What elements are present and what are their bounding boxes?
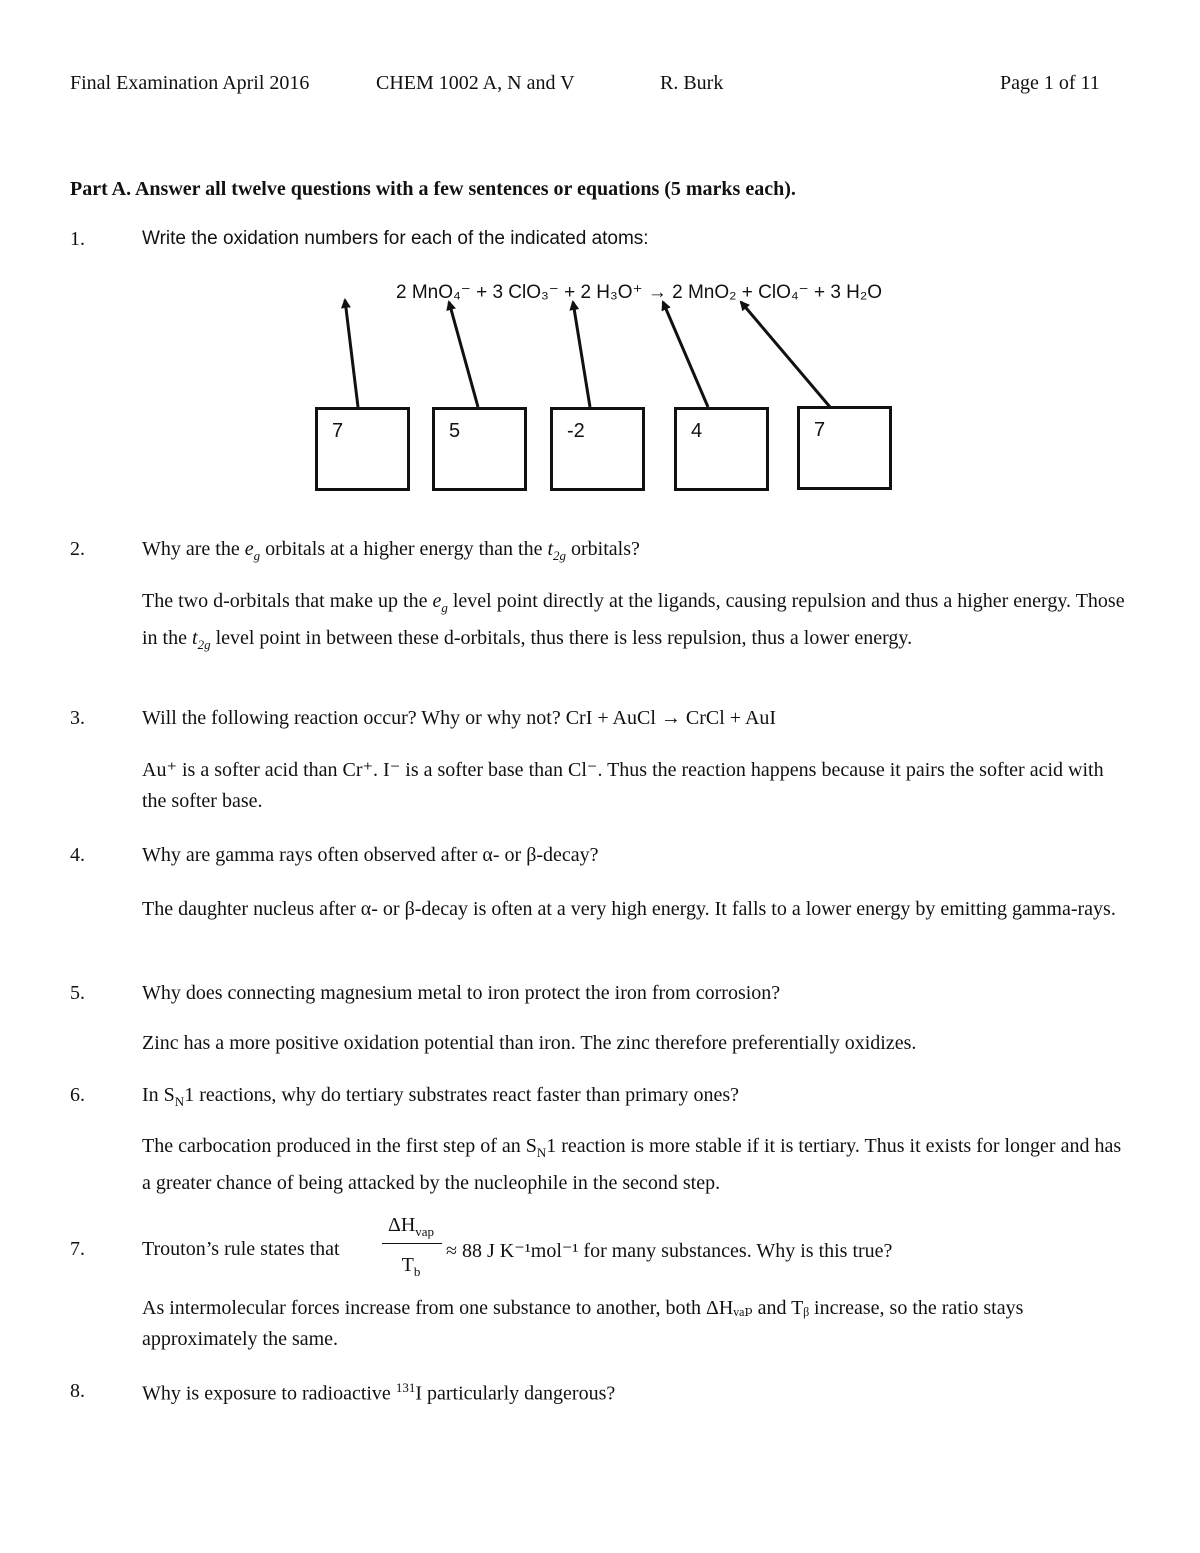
part-title: Part A. Answer all twelve questions with a few sentences or equations (5 marks each). <box>70 178 796 200</box>
answer-box-5[interactable] <box>797 406 892 490</box>
q3-number: 3. <box>70 707 85 729</box>
answer-value-1: 7 <box>332 420 344 442</box>
q1-equation: 2 MnO₄⁻ + 3 ClO₃⁻ + 2 H₃O⁺ → 2 MnO₂ + ClO₄⁻ + 3 H₂O <box>396 282 883 303</box>
q6-answer: The carbocation produced in the first step of an $S_N1$ reaction is more stable if it is tertiary. Thus it exists for longer and has a greater chance of being attacked by the nucleophile in the second step. <box>142 1135 1122 1194</box>
answer-value-4: 4 <box>691 420 703 442</box>
arrow-5 <box>741 302 830 407</box>
q7-fraction-line <box>382 1243 442 1244</box>
header-author: R. Burk <box>660 72 724 94</box>
q3-answer: Au⁺ is a softer acid than Cr⁺. I⁻ is a softer base than Cl⁻. Thus the reaction happens because it pairs the softer acid with the softer base. <box>142 759 1104 812</box>
answer-box-4[interactable] <box>674 407 769 491</box>
q2-text: Why are the $e_g$ orbitals at a higher energy than the $t_{2g}$ orbitals? <box>142 538 640 563</box>
q7-answer: As intermolecular forces increase from one substance to another, both ΔHᵥₐₚ and Tᵦ increase, so the ratio stays approximately the same. <box>142 1297 1024 1350</box>
answer-value-3: -2 <box>567 420 585 442</box>
answer-value-5: 7 <box>814 419 826 441</box>
answer-box-1[interactable] <box>315 407 410 491</box>
q7-text-post: ≈ 88 J K⁻¹mol⁻¹ for many substances. Why is this true? <box>446 1240 893 1262</box>
q7-fraction-denominator: $T_b$ <box>401 1254 421 1279</box>
q3-text: Will the following reaction occur? Why or why not? CrI + AuCl → CrCl + AuI <box>142 707 777 729</box>
answer-value-2: 5 <box>449 420 461 442</box>
q4-text: Why are gamma rays often observed after α- or β-decay? <box>142 844 599 866</box>
q7-fraction-numerator: $\Delta H_{vap}$ <box>387 1214 435 1239</box>
header-page: Page 1 of 11 <box>1000 72 1100 94</box>
q8-text: Why is exposure to radioactive $^{131}$I particularly dangerous? <box>142 1380 616 1405</box>
q1-number: 1. <box>70 228 85 250</box>
q2-number: 2. <box>70 538 85 560</box>
q4-number: 4. <box>70 844 85 866</box>
q5-answer: Zinc has a more positive oxidation potential than iron. The zinc therefore preferentially oxidizes. <box>142 1032 917 1054</box>
answer-box-2[interactable] <box>432 407 527 491</box>
arrow-2 <box>449 302 478 407</box>
answer-box-3[interactable] <box>550 407 645 491</box>
arrow-1 <box>345 300 358 407</box>
q5-text: Why does connecting magnesium metal to iron protect the iron from corrosion? <box>142 982 781 1004</box>
q2-answer: The two d-orbitals that make up the $e_g$ level point directly at the ligands, causing repulsion and thus a higher energy. Those in the $t_{2g}$ level point in between these d-orbitals, thus there is less repulsion, thus a lower energy. <box>142 590 1125 652</box>
q4-answer: The daughter nucleus after α- or β-decay is often at a very high energy. It falls to a lower energy by emitting gamma-rays. <box>142 898 1116 920</box>
header-course: CHEM 1002 A, N and V <box>376 72 575 94</box>
q1-text: Write the oxidation numbers for each of the indicated atoms: <box>142 228 649 249</box>
header-exam: Final Examination April 2016 <box>70 72 310 94</box>
q7-text-pre: Trouton’s rule states that <box>142 1238 340 1260</box>
arrow-3 <box>573 302 590 407</box>
q6-number: 6. <box>70 1084 85 1106</box>
q6-text: In $S_N1$ reactions, why do tertiary substrates react faster than primary ones? <box>142 1084 739 1109</box>
arrow-4 <box>663 302 708 407</box>
q7-number: 7. <box>70 1238 85 1260</box>
q8-number: 8. <box>70 1380 85 1402</box>
q5-number: 5. <box>70 982 85 1004</box>
